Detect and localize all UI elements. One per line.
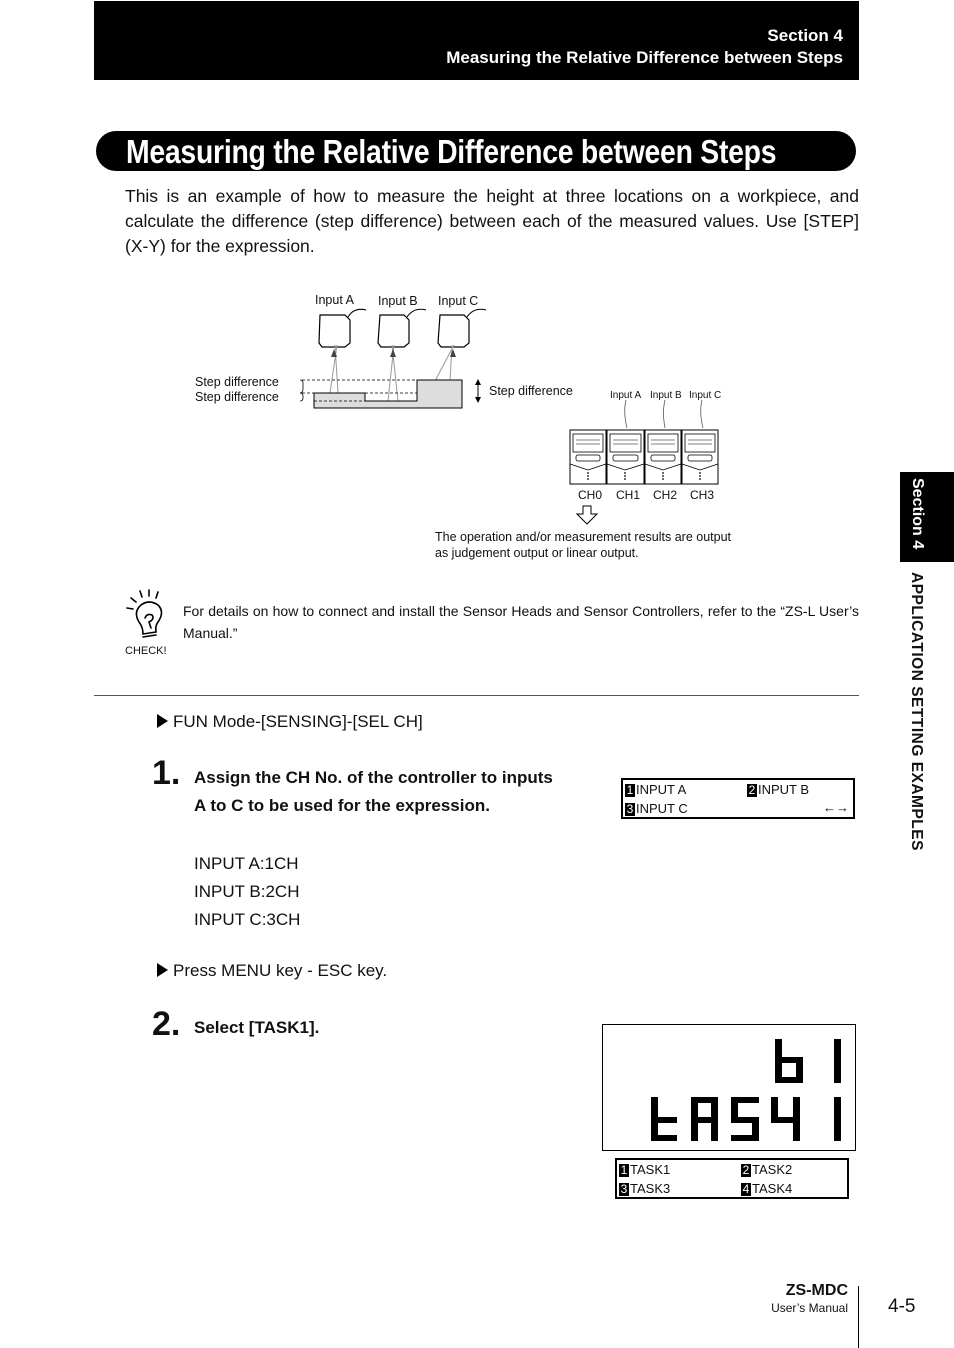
label-step-diff-1: Step difference (195, 375, 279, 389)
lcd-row-input-b: 2 INPUT B (748, 782, 810, 797)
controller-diagram (565, 398, 725, 488)
step1-instruction (194, 764, 553, 820)
step2-number: 2. (152, 1005, 181, 1043)
value-input-c: INPUT C:3CH (194, 910, 301, 929)
side-chapter-title: APPLICATION SETTING EXAMPLES (908, 572, 925, 851)
header-section: Section 4 (767, 26, 843, 45)
label-step-diff-right: Step difference (489, 384, 573, 398)
lcd-row-task2[interactable]: 2 TASK2 (742, 1162, 793, 1177)
sensor-head-b (378, 315, 409, 347)
step1-number: 1. (152, 754, 181, 792)
footer-manual: User’s Manual (771, 1301, 848, 1315)
label-input-a: Input A (315, 293, 354, 307)
step1-line1: Assign the CH No. of the controller to inputs (194, 768, 553, 787)
lcd-arrows: ←→ (823, 800, 849, 815)
channel-label-ch2: CH2 (653, 488, 678, 502)
channel-label-ch1: CH1 (616, 488, 641, 502)
triangle-bullet-icon (157, 714, 168, 728)
check-lightbulb-icon (125, 588, 170, 646)
segment-text-b1 (775, 1039, 841, 1083)
segment-text-task1 (651, 1097, 841, 1141)
step1-path-text: FUN Mode-[SENSING]-[SEL CH] (173, 712, 423, 731)
lcd-row-task4[interactable]: 4 TASK4 (742, 1181, 793, 1196)
step2-instruction: Select [TASK1]. (194, 1018, 320, 1037)
side-tab-label: Section 4 (909, 478, 926, 550)
menu-esc-text: Press MENU key - ESC key. (173, 961, 388, 980)
workpiece-diagram (290, 305, 490, 415)
sensor-head-a (319, 315, 350, 347)
value-input-a: INPUT A:1CH (194, 854, 299, 873)
label-input-c: Input C (438, 294, 479, 308)
lcd-row-input-a: 1 INPUT A (626, 782, 687, 797)
menu-esc-instruction (157, 961, 387, 981)
divider (94, 695, 859, 696)
footer-product: ZS-MDC (785, 1282, 848, 1299)
page-number: 4-5 (888, 1296, 916, 1317)
intro-paragraph: This is an example of how to measure the height at three locations on a workpiece, and calculate the difference (step difference) between each of the measured values. Use [STEP] (X-Y) for the expression. (125, 186, 859, 256)
side-section-tab (900, 472, 954, 562)
lcd-row-input-c: 3 INPUT C (626, 801, 688, 816)
output-note-2: as judgement output or linear output. (435, 546, 639, 560)
ctrl-label-input-c: Input C (689, 390, 722, 401)
lcd-row-task3[interactable]: 3 TASK3 (620, 1181, 671, 1196)
lcd-task-select (615, 1158, 849, 1199)
section-header (94, 1, 859, 80)
label-input-b: Input B (378, 294, 418, 308)
lcd-row-task1[interactable]: 1 TASK1 (620, 1162, 671, 1177)
header-subtitle: Measuring the Relative Difference between Steps (446, 48, 843, 67)
value-input-b: INPUT B:2CH (194, 882, 300, 901)
check-label: CHECK! (125, 645, 167, 657)
channel-label-ch0: CH0 (578, 488, 603, 502)
seven-segment-display (602, 1024, 856, 1151)
ctrl-label-input-b: Input B (650, 390, 682, 401)
sensor-head-c (438, 315, 469, 347)
footer-rule (858, 1286, 859, 1348)
controller-units (570, 430, 718, 484)
check-note: For details on how to connect and install the Sensor Heads and Sensor Controllers, refer to the “ZS-L User’s Manual.” (183, 603, 859, 641)
output-arrow-icon (576, 505, 600, 525)
output-note-1: The operation and/or measurement results are output (435, 530, 732, 544)
page-title: Measuring the Relative Difference between Steps (126, 133, 777, 170)
lcd-sel-ch (621, 778, 855, 819)
step1-path (157, 712, 423, 732)
seven-segment-readout (603, 1025, 855, 1150)
channel-label-ch3: CH3 (690, 488, 715, 502)
page-title-bar (96, 131, 856, 171)
step1-values (194, 850, 300, 934)
label-step-diff-2: Step difference (195, 390, 279, 404)
ctrl-label-input-a: Input A (610, 390, 642, 401)
step1-line2: A to C to be used for the expression. (194, 796, 490, 815)
triangle-bullet-icon (157, 963, 168, 977)
